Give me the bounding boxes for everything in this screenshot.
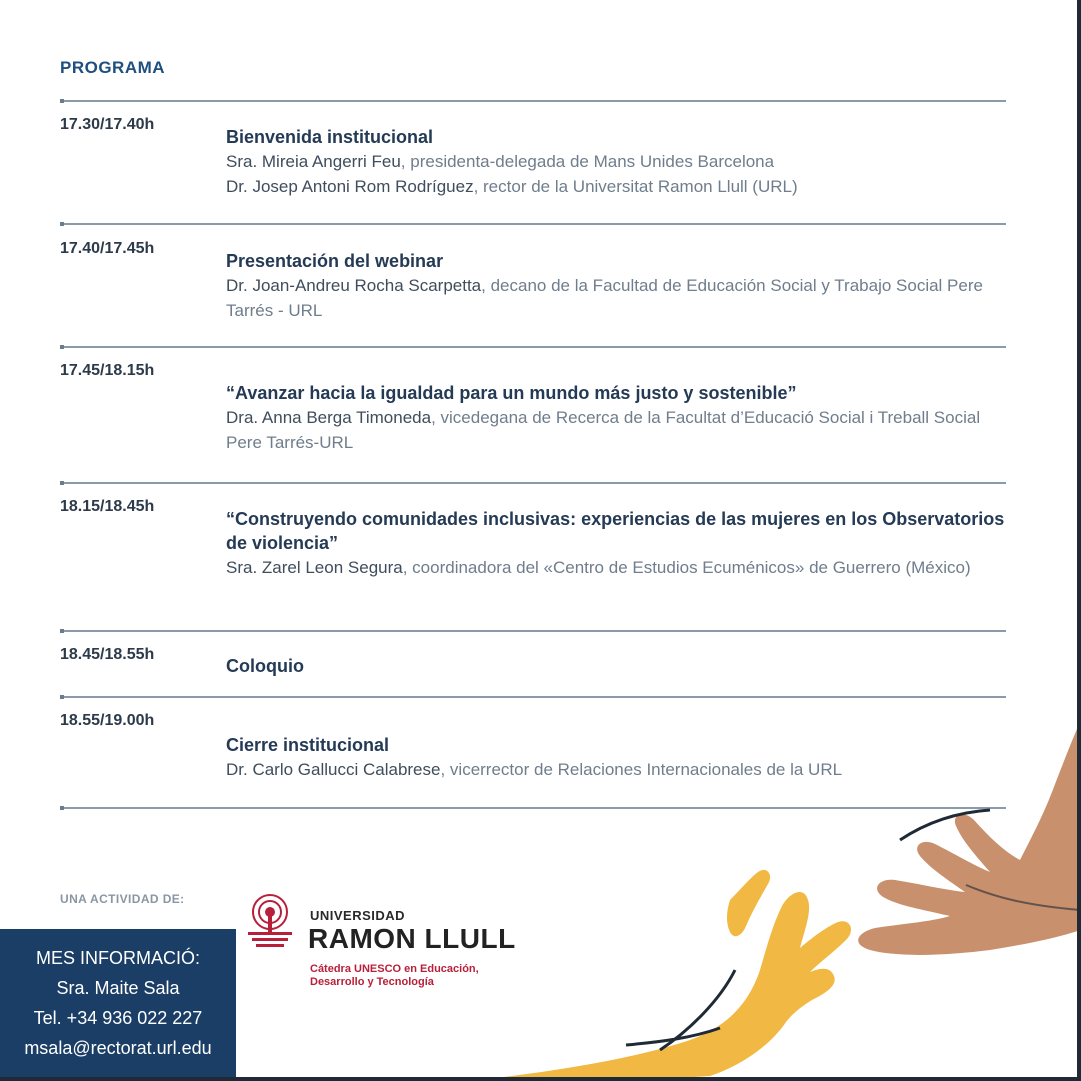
divider bbox=[60, 346, 1006, 348]
university-tree-icon bbox=[240, 892, 300, 952]
speaker-name: Dr. Carlo Gallucci Calabrese bbox=[226, 760, 441, 779]
speaker-role: , decano de la Facultad de Educación Social y Trabajo Social Pere Tarrés - URL bbox=[226, 276, 983, 320]
contact-info-box bbox=[0, 929, 236, 1081]
catedra-line: Desarrollo y Tecnología bbox=[310, 976, 434, 988]
contact-phone[interactable]: Tel. +34 936 022 227 bbox=[33, 1008, 203, 1028]
speaker-line bbox=[226, 405, 1006, 455]
session-title: Cierre institucional bbox=[226, 735, 390, 755]
session-time: 18.45/18.55h bbox=[60, 646, 155, 663]
divider bbox=[60, 630, 1006, 632]
speaker-role: , rector de la Universitat Ramon Llull (URL) bbox=[473, 177, 798, 196]
speaker-name: Sra. Zarel Leon Segura bbox=[226, 558, 403, 577]
speaker-line bbox=[226, 273, 1006, 323]
contact-email[interactable]: msala@rectorat.url.edu bbox=[24, 1038, 212, 1058]
logo-universidad: UNIVERSIDAD bbox=[310, 908, 406, 923]
session-time: 17.40/17.45h bbox=[60, 240, 155, 257]
speaker-name: Dr. Joan-Andreu Rocha Scarpetta bbox=[226, 276, 482, 295]
divider bbox=[60, 696, 1006, 698]
ramon-llull-logo bbox=[238, 890, 538, 1000]
session-time: 18.15/18.45h bbox=[60, 498, 155, 515]
brown-hand bbox=[858, 720, 1081, 955]
session-title: “Construyendo comunidades inclusivas: experiencias de las mujeres en los Observatorios de violencia” bbox=[226, 509, 1005, 553]
frame-border bbox=[0, 1077, 1081, 1081]
frame-border bbox=[1077, 0, 1081, 1081]
session-time: 18.55/19.00h bbox=[60, 712, 155, 729]
logo-ramon-llull: RAMON LLULL bbox=[308, 923, 516, 954]
activity-label: UNA ACTIVIDAD DE: bbox=[60, 892, 185, 906]
speaker-line bbox=[226, 174, 1006, 199]
speaker-role: , vicerrector de Relaciones Internacionales de la URL bbox=[440, 760, 843, 779]
speaker-role: , coordinadora del «Centro de Estudios Ecuménicos» de Guerrero (México) bbox=[402, 558, 971, 577]
session-title: Coloquio bbox=[226, 656, 304, 676]
contact-name: Sra. Maite Sala bbox=[56, 978, 180, 998]
session-title: “Avanzar hacia la igualdad para un mundo más justo y sostenible” bbox=[226, 383, 797, 403]
divider bbox=[60, 100, 1006, 102]
catedra-line: Cátedra UNESCO en Educación, bbox=[310, 963, 479, 975]
speaker-name: Dra. Anna Berga Timoneda bbox=[226, 408, 432, 427]
speaker-name: Sra. Mireia Angerri Feu bbox=[226, 152, 401, 171]
speaker-name: Dr. Josep Antoni Rom Rodríguez bbox=[226, 177, 474, 196]
session-title: Bienvenida institucional bbox=[226, 127, 434, 147]
speaker-line bbox=[226, 149, 1006, 174]
logo-catedra bbox=[310, 963, 540, 989]
session-time: 17.45/18.15h bbox=[60, 362, 155, 379]
speaker-line bbox=[226, 555, 1006, 580]
divider bbox=[60, 482, 1006, 484]
speaker-role: , vicedegana de Recerca de la Facultat d’Educació Social i Treball Social Pere Tarrés-URL bbox=[226, 408, 981, 452]
session-title: Presentación del webinar bbox=[226, 251, 444, 271]
divider bbox=[60, 223, 1006, 225]
session-time: 17.30/17.40h bbox=[60, 116, 155, 133]
programme-heading: PROGRAMA bbox=[60, 58, 166, 77]
speaker-role: , presidenta-delegada de Mans Unides Barcelona bbox=[400, 152, 775, 171]
info-heading: MES INFORMACIÓ: bbox=[35, 948, 200, 968]
